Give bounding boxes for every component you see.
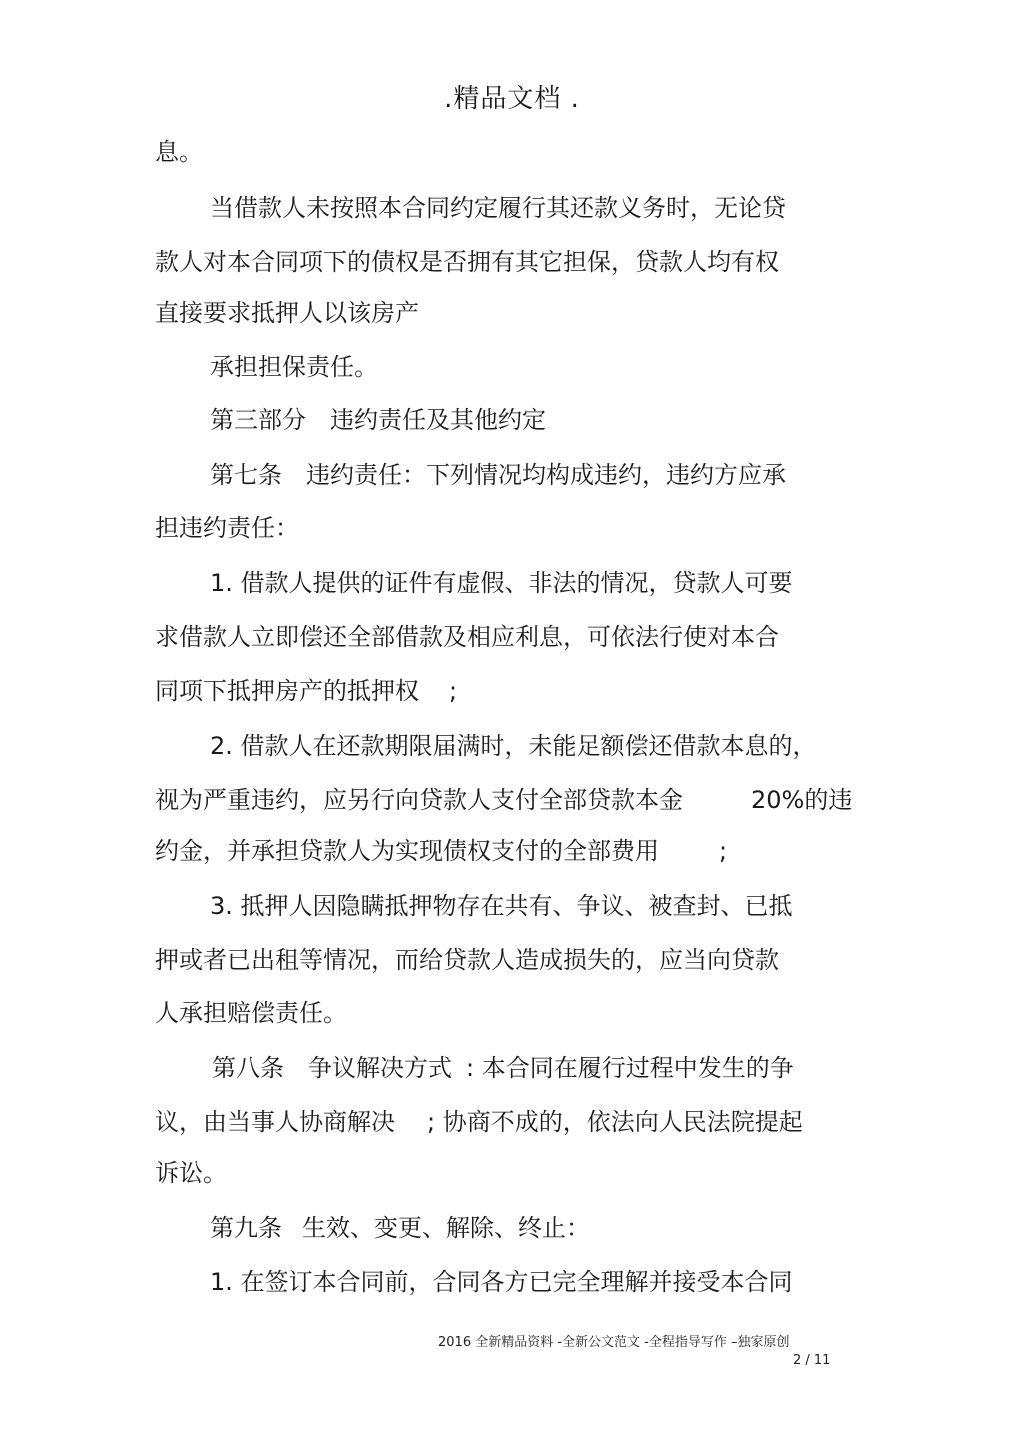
text-line [155,785,852,815]
article-title: 生效、变更、解除、终止： [302,1214,590,1242]
article-number: 第九条 [210,1214,282,1242]
article-text: : 本合同在履行过程中发生的争 [466,1054,794,1082]
text-segment: ; [449,677,458,705]
page-header: .精品文档 . [444,84,580,114]
text-line: 押或者已出租等情况，而给贷款人造成损失的，应当向贷款 [155,946,779,974]
text-line: 款人对本合同项下的债权是否拥有其它担保，贷款人均有权 [155,248,779,276]
page-footer: 2016 全新精品资料 -全新公文范文 -全程指导写作 –独家原创 [438,1335,790,1350]
article-line [212,1053,794,1083]
list-item: 1. 借款人提供的证件有虚假、非法的情况，贷款人可要 [210,569,793,597]
article-title: 争议解决方式 [308,1054,452,1082]
text-line: 承担担保责任。 [210,353,378,381]
text-segment: 视为严重违约，应另行向贷款人支付全部贷款本金 [155,786,683,814]
text-segment: ; 协商不成的，依法向人民法院提起 [427,1108,803,1136]
text-segment: 同项下抵押房产的抵押权 [155,677,419,705]
page-number: 2 / 11 [793,1353,831,1368]
text-line: 担违约责任： [155,514,299,542]
list-item: 1. 在签订本合同前，合同各方已完全理解并接受本合同 [210,1268,793,1296]
text-line: 直接要求抵押人以该房产 [155,299,419,327]
article-line [210,460,786,490]
article-number: 第七条 [210,461,282,489]
section-heading [210,405,546,435]
article-text: 违约责任：下列情况均构成违约，违约方应承 [306,461,786,489]
text-line: 当借款人未按照本合同约定履行其还款义务时，无论贷 [210,194,786,222]
text-segment: ; [719,837,728,865]
text-line [155,836,727,866]
text-segment: 议，由当事人协商解决 [155,1108,395,1136]
text-line: 息。 [155,138,203,166]
text-segment: 约金，并承担贷款人为实现债权支付的全部费用 [155,837,659,865]
text-line: 诉讼。 [155,1159,227,1187]
text-line [155,676,457,706]
text-line: 求借款人立即偿还全部借款及相应利息，可依法行使对本合 [155,623,779,651]
text-line [155,1107,803,1137]
article-line [210,1213,590,1243]
section-number: 第三部分 [210,406,306,434]
article-number: 第八条 [212,1054,284,1082]
list-item: 2. 借款人在还款期限届满时，未能足额偿还借款本息的， [210,732,817,760]
list-item: 3. 抵押人因隐瞒抵押物存在共有、争议、被查封、已抵 [210,892,793,920]
text-line: 人承担赔偿责任。 [155,999,347,1027]
text-segment: 20%的违 [751,786,853,814]
section-title: 违约责任及其他约定 [330,406,546,434]
